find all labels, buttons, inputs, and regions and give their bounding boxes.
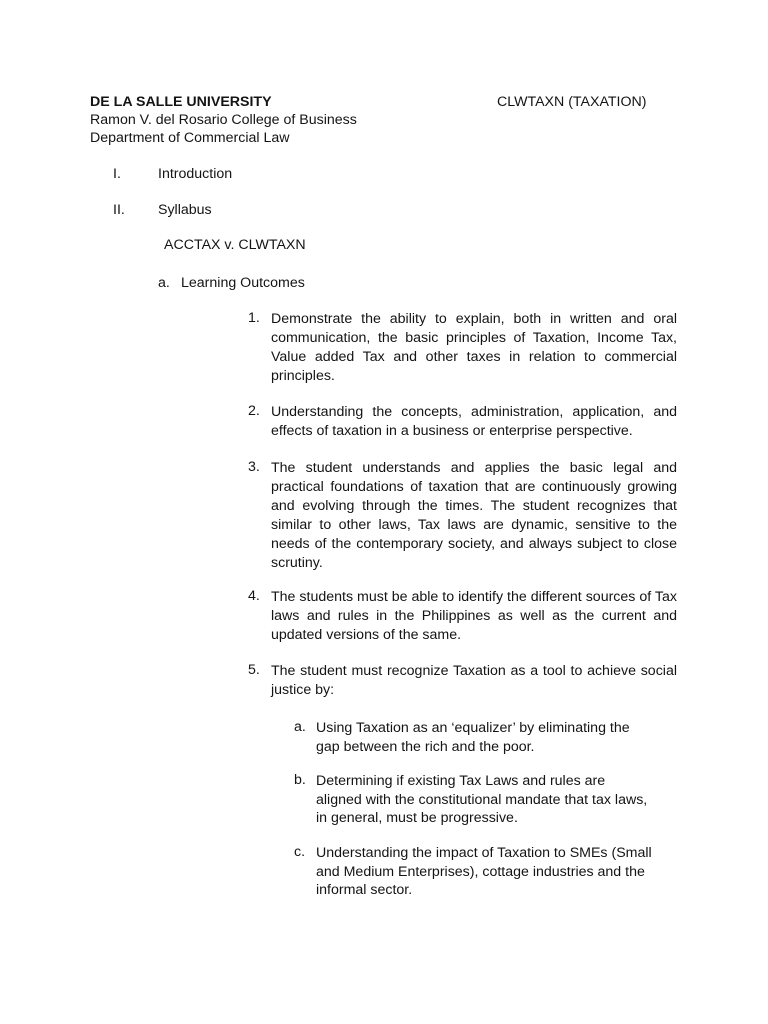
- university-name: DE LA SALLE UNIVERSITY: [90, 94, 272, 110]
- outcome-text: Understanding the concepts, administration, application, and effects of taxation in a business or enterprise perspective.: [271, 404, 677, 439]
- subitem-line: Understanding the impact of Taxation to SMEs (Small: [316, 845, 652, 861]
- subitem-line: in general, must be progressive.: [316, 810, 518, 826]
- outcome-number: 3.: [248, 459, 260, 475]
- subitem-text: [316, 719, 686, 756]
- subitem-letter: b.: [294, 772, 306, 788]
- section-numeral: II.: [113, 202, 125, 218]
- outcome-text: The student understands and applies the basic legal and practical foundations of taxation that are continuously growing and evolving through the times. The student recognizes that similar to other laws, Tax laws are dynamic, sensitive to the needs of the contemporary society, and always subject to close scrutiny.: [271, 460, 677, 571]
- outcome-text: The students must be able to identify the different sources of Tax laws and rules in the Philippines as well as the current and updated versions of the same.: [271, 589, 677, 643]
- subitem-text: [316, 844, 686, 900]
- subitem-line: aligned with the constitutional mandate that tax laws,: [316, 791, 648, 808]
- subitem-line: gap between the rich and the poor.: [316, 738, 535, 755]
- outcome-number: 5.: [248, 662, 260, 678]
- learning-outcomes-heading: Learning Outcomes: [181, 275, 305, 291]
- subitem-line: informal sector.: [316, 882, 413, 898]
- outcome-number: 4.: [248, 588, 260, 604]
- outcome-text: The student must recognize Taxation as a tool to achieve social justice by:: [271, 663, 677, 698]
- subitem-letter: c.: [294, 844, 306, 860]
- outcome-number: 2.: [248, 403, 260, 419]
- subitem-text: [316, 772, 686, 828]
- syllabus-subheading: ACCTAX v. CLWTAXN: [164, 237, 306, 253]
- subitem-line: Determining if existing Tax Laws and rules are: [316, 773, 606, 789]
- subitem-letter: a.: [294, 719, 306, 735]
- department-name: Department of Commercial Law: [90, 130, 290, 146]
- section-title-introduction: Introduction: [158, 166, 233, 182]
- learning-outcomes-marker: a.: [158, 275, 170, 291]
- section-title-syllabus: Syllabus: [158, 202, 212, 218]
- subitem-line: Using Taxation as an ‘equalizer’ by eliminating the: [316, 720, 630, 736]
- subitem-line: and Medium Enterprises), cottage industries and the: [316, 863, 645, 880]
- outcome-number: 1.: [248, 310, 260, 326]
- course-code: CLWTAXN (TAXATION): [497, 94, 647, 110]
- college-name: Ramon V. del Rosario College of Business: [90, 112, 357, 128]
- section-numeral: I.: [113, 166, 121, 182]
- outcome-text: Demonstrate the ability to explain, both in written and oral communication, the basic principles of Taxation, Income Tax, Value added Tax and other taxes in relation to commercial principles.: [271, 311, 677, 384]
